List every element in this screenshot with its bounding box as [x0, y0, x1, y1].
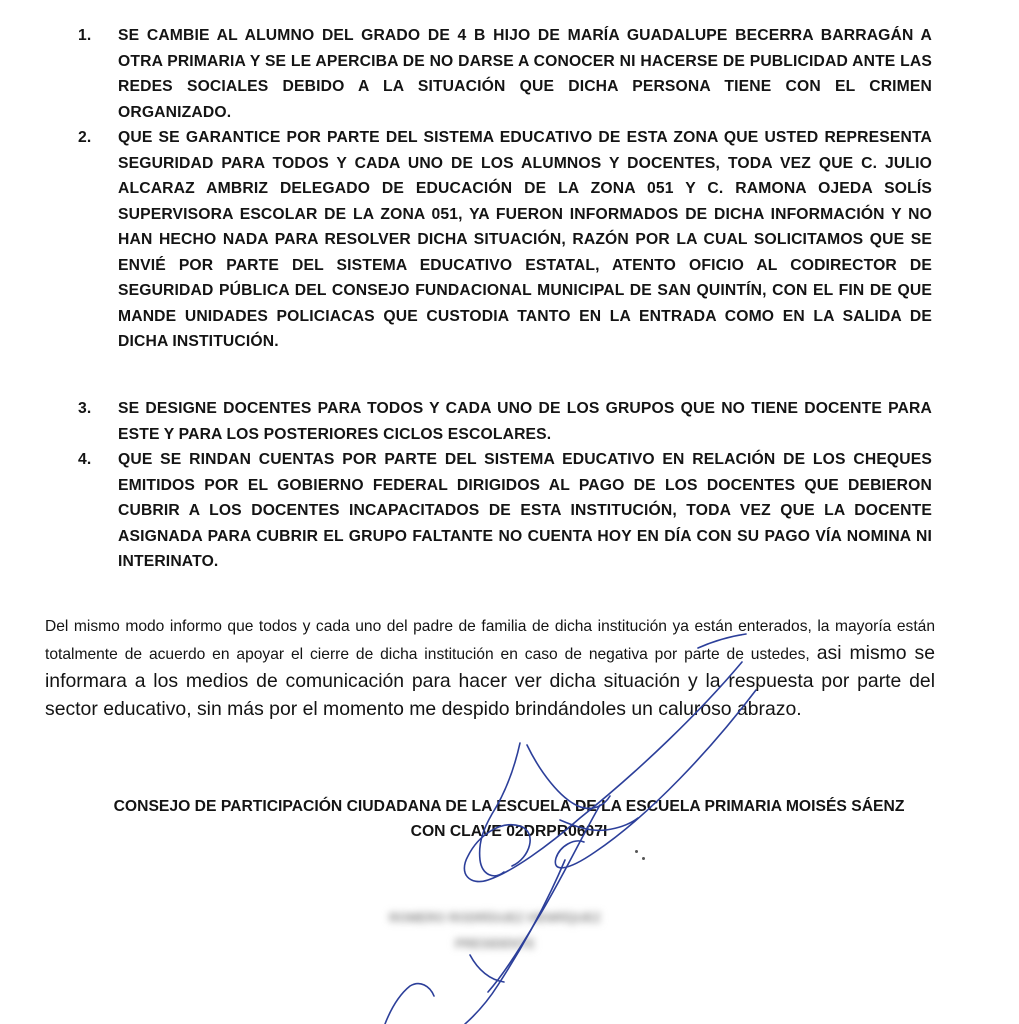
signer-name: ROMERO RODRÍGUEZ HENRÍQUEZ [389, 911, 601, 925]
item-number: 1. [78, 27, 92, 44]
item-number: 4. [78, 451, 92, 468]
demands-list-top [78, 23, 932, 355]
council-name: CONSEJO DE PARTICIPACIÓN CIUDADANA DE LA ESCUELA DE LA ESCUELA PRIMARIA MOISÉS SÁENZ [113, 798, 905, 815]
school-clave: CON CLAVE 02DRPR0607I [410, 823, 608, 840]
demand-item-4 [78, 447, 932, 575]
paragraph-part-2: asi mismo se informara a los medios de comunicación para hacer ver dicha situación y la respuesta por parte del sector educativo, sin más por el momento me despido brindándoles un caluroso abrazo. [45, 642, 935, 720]
item-text: QUE SE RINDAN CUENTAS POR PARTE DEL SISTEMA EDUCATIVO EN RELACIÓN DE LOS CHEQUES EMITIDOS POR EL GOBIERNO FEDERAL DIRIGIDOS AL PAGO DE LOS DOCENTES QUE DEBIERON CUBRIR A LOS DOCENTES INCAPACITADOS DE ESTA INSTITUCIÓN, TODA VEZ QUE LA DOCENTE ASIGNADA PARA CUBRIR EL GRUPO FALTANTE NO CUENTA HOY EN DÍA CON SU PAGO VÍA NOMINA NI INTERINATO. [118, 451, 932, 570]
demand-item-3 [78, 396, 932, 447]
ink-speck [642, 857, 645, 860]
council-signature-block [40, 794, 978, 844]
redacted-signer [330, 905, 660, 957]
signer-role: PRESIDENTE [455, 937, 535, 951]
ink-speck [635, 850, 638, 853]
item-number: 2. [78, 129, 92, 146]
paragraph-part-1: Del mismo modo informo que todos y cada uno del padre de familia de dicha institución ya están enterados, la mayoría están totalmente de acuerdo en apoyar el cierre de dicha institución en caso de negativa por parte de ustedes, [45, 618, 935, 663]
demands-list-bottom [78, 396, 932, 575]
demand-item-1 [78, 23, 932, 125]
signature-stroke [385, 984, 434, 1024]
closing-paragraph [45, 613, 935, 723]
signature-stroke [470, 955, 504, 982]
item-text: SE DESIGNE DOCENTES PARA TODOS Y CADA UNO DE LOS GRUPOS QUE NO TIENE DOCENTE PARA ESTE Y PARA LOS POSTERIORES CICLOS ESCOLARES. [118, 400, 932, 443]
item-text: QUE SE GARANTICE POR PARTE DEL SISTEMA EDUCATIVO DE ESTA ZONA QUE USTED REPRESENTA SEGURIDAD PARA TODOS Y CADA UNO DE LOS ALUMNOS Y DOCENTES, TODA VEZ QUE C. JULIO ALCARAZ AMBRIZ DELEGADO DE EDUCACIÓN DE LA ZONA 051 Y C. RAMONA OJEDA SOLÍS SUPERVISORA ESCOLAR DE LA ZONA 051, YA FUERON INFORMADOS DE DICHA INFORMACIÓN Y NO HAN HECHO NADA PARA RESOLVER DICHA SITUACIÓN, RAZÓN POR LA CUAL SOLICITAMOS QUE SE ENVIÉ POR PARTE DEL SISTEMA EDUCATIVO ESTATAL, ATENTO OFICIO AL CODIRECTOR DE SEGURIDAD PÚBLICA DEL CONSEJO FUNDACIONAL MUNICIPAL DE SAN QUINTÍN, CON EL FIN DE QUE MANDE UNIDADES POLICIACAS QUE CUSTODIA TANTO EN LA ENTRADA COMO EN LA SALIDA DE DICHA INSTITUCIÓN. [118, 129, 932, 350]
demand-item-2 [78, 125, 932, 355]
item-text: SE CAMBIE AL ALUMNO DEL GRADO DE 4 B HIJO DE MARÍA GUADALUPE BECERRA BARRAGÁN A OTRA PRIMARIA Y SE LE APERCIBA DE NO DARSE A CONOCER NI HACERSE DE PUBLICIDAD ANTE LAS REDES SOCIALES DEBIDO A LA SITUACIÓN QUE DICHA PERSONA TIENE CON EL CRIMEN ORGANIZADO. [118, 27, 932, 121]
item-number: 3. [78, 400, 92, 417]
